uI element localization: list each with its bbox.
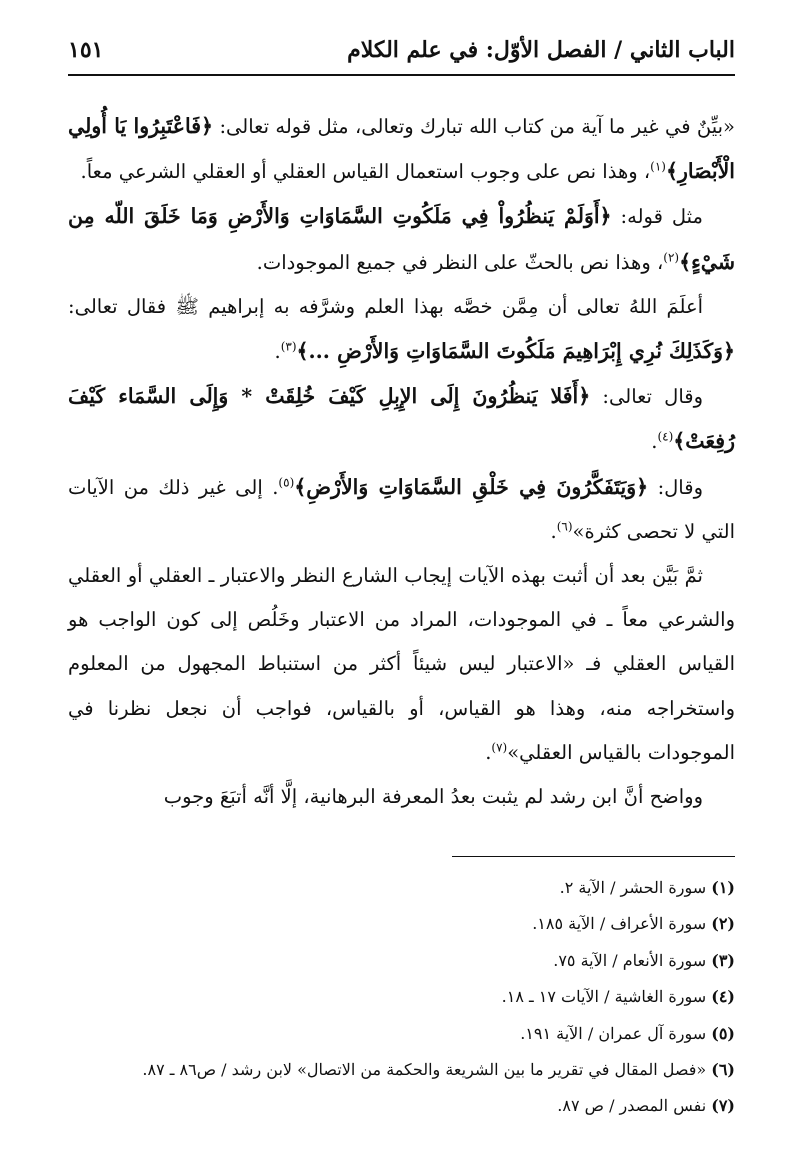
footnote: (١) سورة الحشر / الآية ٢. (559, 878, 735, 897)
footnote-reference: (٥) (278, 475, 295, 490)
footnote: (٥) سورة آل عمران / الآية ١٩١. (520, 1023, 735, 1043)
footnote-reference: (٤) (657, 429, 674, 444)
header-divider (68, 74, 735, 76)
running-header (68, 32, 735, 68)
footnote-reference: (٣) (280, 339, 297, 354)
footnote: (٣) سورة الأنعام / الآية ٧٥. (553, 950, 735, 970)
footnote: (٦) «فصل المقال في تقرير ما بين الشريعة والحكمة من الاتصال» لابن رشد / ص٨٦ ـ ٨٧. (142, 1060, 735, 1080)
footnote: (٤) سورة الغاشية / الآيات ١٧ ـ ١٨. (501, 987, 735, 1007)
paragraph-7: وواضح أنَّ ابن رشد لم يثبت بعدُ المعرفة البرهانية، إلَّا أنَّه أتبَعَ وجوب (163, 785, 703, 809)
quran-verse: ﴿وَكَذَلِكَ نُرِي إِبْرَاهِيمَ مَلَكُوتَ السَّمَاوَاتِ وَالأَرْضِ ...﴾ (296, 339, 735, 364)
footnote-reference: (٢) (663, 250, 680, 265)
footnote-reference: (١) (650, 159, 666, 174)
quran-verse: ﴿أَفَلا يَنظُرُونَ إِلَى الإِبِلِ كَيْفَ خُلِقَتْ * وَإِلَى السَّمَاء كَيْفَ رُفِعَتْ﴾ (68, 384, 735, 454)
paragraph-5: وقال: ﴿وَيَتَفَكَّرُونَ فِي خَلْقِ السَّمَاوَاتِ وَالأَرْضِ﴾$^{(٥)}$. إلى غير ذلك من الآيات التي لا تحصى كثرة»$^{(٦)}$. (68, 474, 735, 543)
quran-verse: ﴿أَوَلَمْ يَنظُرُواْ فِي مَلَكُوتِ السَّمَاوَاتِ وَالأَرْضِ وَمَا خَلَقَ اللّه مِن شَيْءٍ﴾ (68, 204, 735, 274)
footnote: (٧) نفس المصدر / ص ٨٧. (557, 1096, 735, 1116)
page-number: ١٥١ (68, 37, 104, 63)
chapter-title: الباب الثاني / الفصل الأوّل: في علم الكلام (347, 37, 735, 63)
paragraph-3: أعلَمَ اللهُ تعالى أن مِمَّن خصَّه بهذا العلم وشرَّفه به إبراهيم ﷺ فقال تعالى: ﴿وَكَذَلِكَ نُرِي إِبْرَاهِيمَ مَلَكُوتَ السَّمَاوَاتِ وَالأَرْضِ ...﴾$^{(٣)}$. (68, 294, 735, 364)
footnotes-divider (452, 856, 735, 857)
quran-verse: ﴿وَيَتَفَكَّرُونَ فِي خَلْقِ السَّمَاوَاتِ وَالأَرْضِ﴾ (294, 474, 649, 499)
footnote-reference: (٧) (491, 740, 508, 755)
paragraph-4: وقال تعالى: ﴿أَفَلا يَنظُرُونَ إِلَى الإِبِلِ كَيْفَ خُلِقَتْ * وَإِلَى السَّمَاء كَيْفَ رُفِعَتْ﴾$^{(٤)}$. (68, 384, 735, 454)
footnote-reference: (٦) (556, 519, 573, 534)
main-text (68, 104, 735, 819)
footnotes (68, 870, 735, 1125)
footnote: (٢) سورة الأعراف / الآية ١٨٥. (532, 914, 735, 934)
quran-verse: ﴿فَاعْتَبِرُوا يَا أُولِي الْأَبْصَارِ﴾ (68, 114, 735, 184)
paragraph-1: «بيِّنٌ في غير ما آية من كتاب الله تبارك وتعالى، مثل قوله تعالى: ﴿فَاعْتَبِرُوا يَا أُولِي الْأَبْصَارِ﴾$^{(١)}$، وهذا نص على وجوب استعمال القياس العقلي أو العقلي الشرعي معاً. (68, 114, 735, 184)
paragraph-2: مثل قوله: ﴿أَوَلَمْ يَنظُرُواْ فِي مَلَكُوتِ السَّمَاوَاتِ وَالأَرْضِ وَمَا خَلَقَ اللّه مِن شَيْءٍ﴾$^{(٢)}$، وهذا نص بالحثّ على النظر في جميع الموجودات. (68, 204, 735, 274)
paragraph-6: ثمَّ بَيَّن بعد أن أثبت بهذه الآيات إيجاب الشارع النظر والاعتبار ـ العقلي أو العقلي والشرعي معاً ـ في الموجودات، المراد من الاعتبار وخَلُص إلى كون الواجب هو القياس العقلي فـ «الاعتبار ليس شيئاً أكثر من استنباط المجهول من المعلوم واستخراجه منه، وهذا هو القياس، أو بالقياس، فواجب أن نجعل نظرنا في الموجودات بالقياس العقلي»$^{(٧)}$. (68, 564, 735, 764)
